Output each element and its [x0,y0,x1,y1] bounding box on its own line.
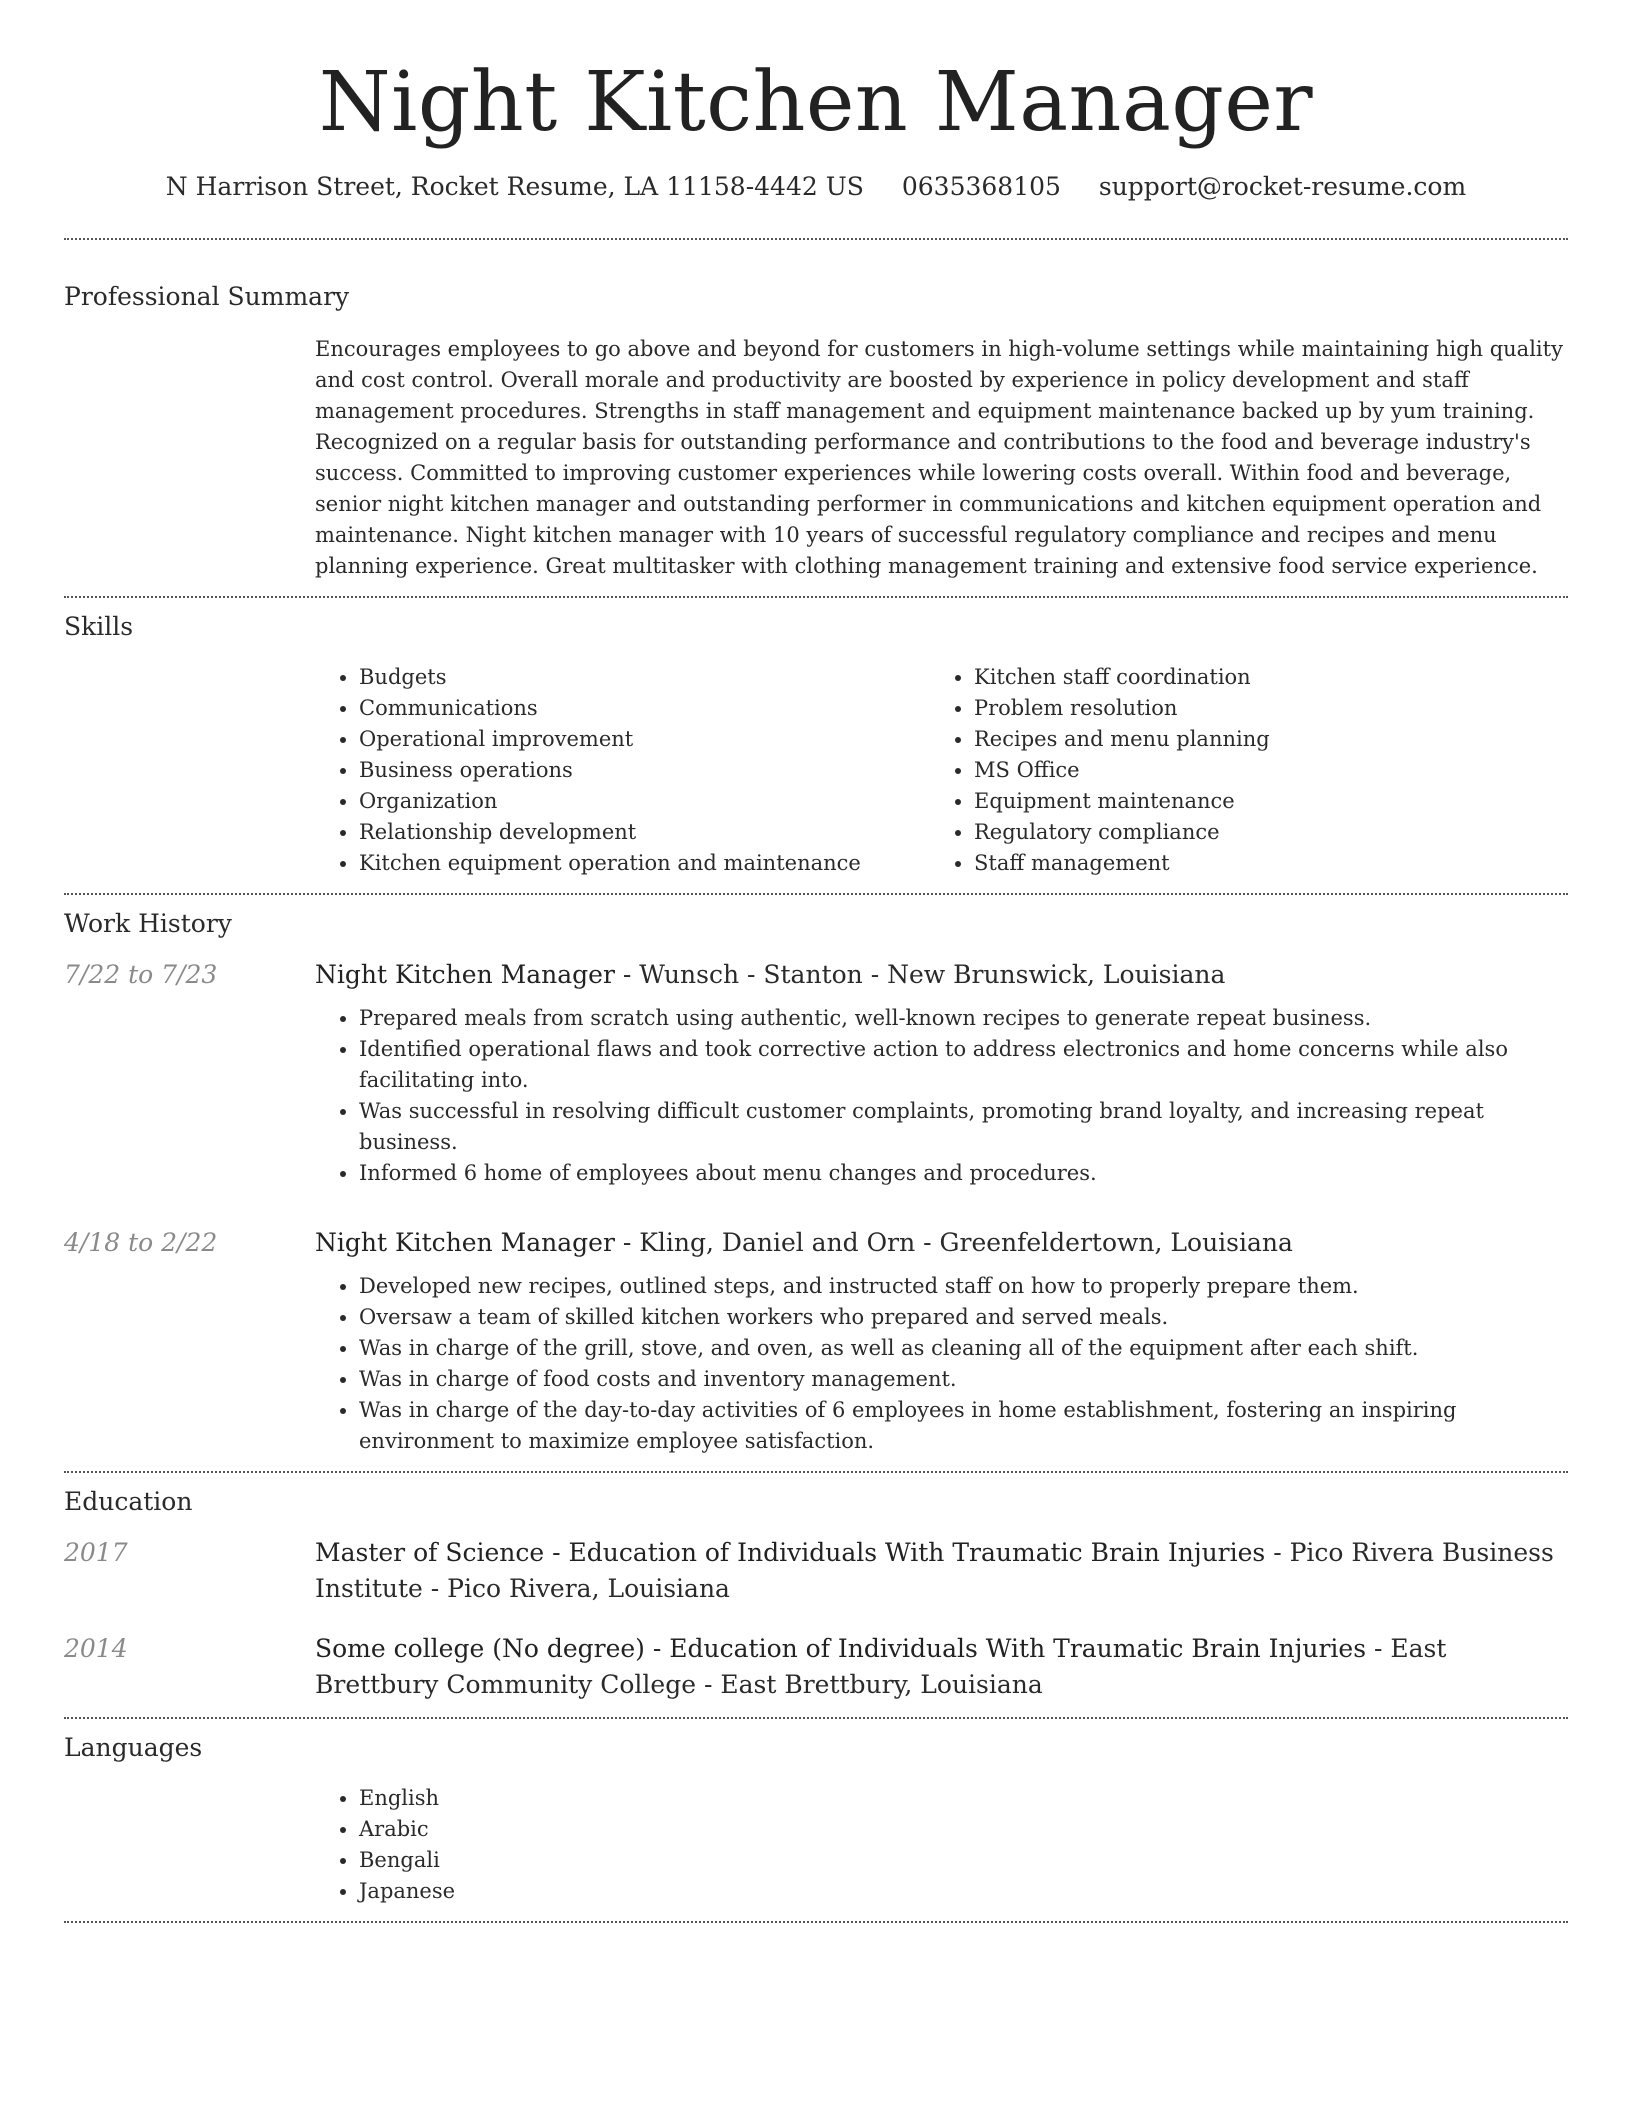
summary-section [64,240,1568,596]
language-item: • Bengali [359,1845,1568,1876]
work-bullets [315,1261,1568,1457]
education-school: - Pico Rivera Business Institute - Pico Rivera, Louisiana [315,1538,1554,1603]
divider [64,1921,1568,1923]
work-bullet: • Was in charge of the grill, stove, and oven, as well as cleaning all of the equipment after each shift. [359,1333,1568,1364]
skill-item: • MS Office [974,755,1545,786]
work-dates: 4/18 to 2/22 [64,1228,218,1257]
work-bullet: • Oversaw a team of skilled kitchen workers who prepared and served meals. [359,1302,1568,1333]
work-body [315,957,1568,1189]
candidate-name: Night Kitchen Manager [318,55,1314,150]
skill-item: • Recipes and menu planning [974,724,1545,755]
contact-email: support@rocket-resume.com [1098,172,1467,201]
work-bullet: • Prepared meals from scratch using authentic, well-known recipes to generate repeat business. [359,1003,1568,1034]
resume-page [64,0,1568,1923]
contact-address: N Harrison Street, Rocket Resume, LA 11158-4442 US [165,172,864,201]
education-school: - East Brettbury Community College - East Brettbury, Louisiana [315,1634,1447,1699]
skill-item: • Staff management [974,848,1545,879]
education-entry [64,1535,1568,1607]
skill-item: • Operational improvement [359,724,930,755]
work-heading [315,1225,1568,1261]
skill-item: • Regulatory compliance [974,817,1545,848]
skills-column-left [315,662,930,879]
skill-item: • Organization [359,786,930,817]
work-entries [64,941,1568,1471]
skill-item: • Equipment maintenance [974,786,1545,817]
education-heading [315,1535,1568,1607]
work-entry [64,1225,1568,1457]
education-degree: Some college (No degree) - Education of Individuals With Traumatic Brain Injuries [315,1634,1367,1663]
education-entries [64,1519,1568,1717]
work-bullets [315,993,1568,1189]
education-title: Education [64,1487,193,1516]
education-body [315,1631,1568,1703]
skills-title: Skills [64,612,134,641]
work-bullet: • Was in charge of food costs and inventory management. [359,1364,1568,1395]
skills-section [64,598,1568,893]
education-degree: Master of Science - Education of Individuals With Traumatic Brain Injuries [315,1538,1266,1567]
work-employer: - Kling, Daniel and Orn - Greenfeldertown, Louisiana [614,1228,1293,1257]
language-item: • Arabic [359,1814,1568,1845]
work-role: Night Kitchen Manager [315,960,615,989]
work-entry [64,957,1568,1189]
work-body [315,1225,1568,1457]
work-bullet: • Was in charge of the day-to-day activities of 6 employees in home establishment, fostering an inspiring environment to maximize employee satisfaction. [359,1395,1568,1457]
skill-item: • Communications [359,693,930,724]
education-entry [64,1631,1568,1703]
education-year: 2014 [64,1634,128,1663]
work-heading [315,957,1568,993]
work-bullet: • Was successful in resolving difficult customer complaints, promoting brand loyalty, and increasing repeat business. [359,1096,1568,1158]
language-item: • English [359,1783,1568,1814]
education-section [64,1473,1568,1717]
education-year: 2017 [64,1538,128,1567]
summary-text: Encourages employees to go above and beyond for customers in high-volume settings while maintaining high quality and cost control. Overall morale and productivity are boosted by experience in policy development and staff management procedures. Strengths in staff management and equipment maintenance backed up by yum training. Recognized on a regular basis for outstanding performance and contributions to the food and beverage industry's success. Committed to improving customer experiences while lowering costs overall. Within food and beverage, senior night kitchen manager and outstanding performer in communications and kitchen equipment operation and maintenance. Night kitchen manager with 10 years of successful regulatory compliance and recipes and menu planning experience. Great multitasker with clothing management training and extensive food service experience. [315,337,1563,578]
summary-title: Professional Summary [64,282,350,311]
skill-item: • Relationship development [359,817,930,848]
work-role: Night Kitchen Manager [315,1228,615,1257]
skill-item: • Business operations [359,755,930,786]
work-bullet: • Developed new recipes, outlined steps, and instructed staff on how to properly prepare them. [359,1271,1568,1302]
skill-item: • Problem resolution [974,693,1545,724]
work-bullet: • Identified operational flaws and took corrective action to address electronics and home concerns while also facilitating into. [359,1034,1568,1096]
education-body [315,1535,1568,1607]
work-dates: 7/22 to 7/23 [64,960,218,989]
work-section [64,895,1568,1471]
contact-line [64,170,1568,204]
skill-item: • Budgets [359,662,930,693]
skill-item: • Kitchen staff coordination [974,662,1545,693]
skills-list [315,644,1568,893]
language-item: • Japanese [359,1876,1568,1907]
skills-column-right [930,662,1545,879]
work-employer: - Wunsch - Stanton - New Brunswick, Louisiana [614,960,1226,989]
education-heading [315,1631,1568,1703]
languages-title: Languages [64,1733,203,1762]
contact-phone: 0635368105 [901,172,1061,201]
languages-section [64,1719,1568,1921]
work-bullet: • Informed 6 home of employees about menu changes and procedures. [359,1158,1568,1189]
skill-item: • Kitchen equipment operation and maintenance [359,848,930,879]
languages-list [315,1765,1568,1921]
work-title: Work History [64,909,232,938]
